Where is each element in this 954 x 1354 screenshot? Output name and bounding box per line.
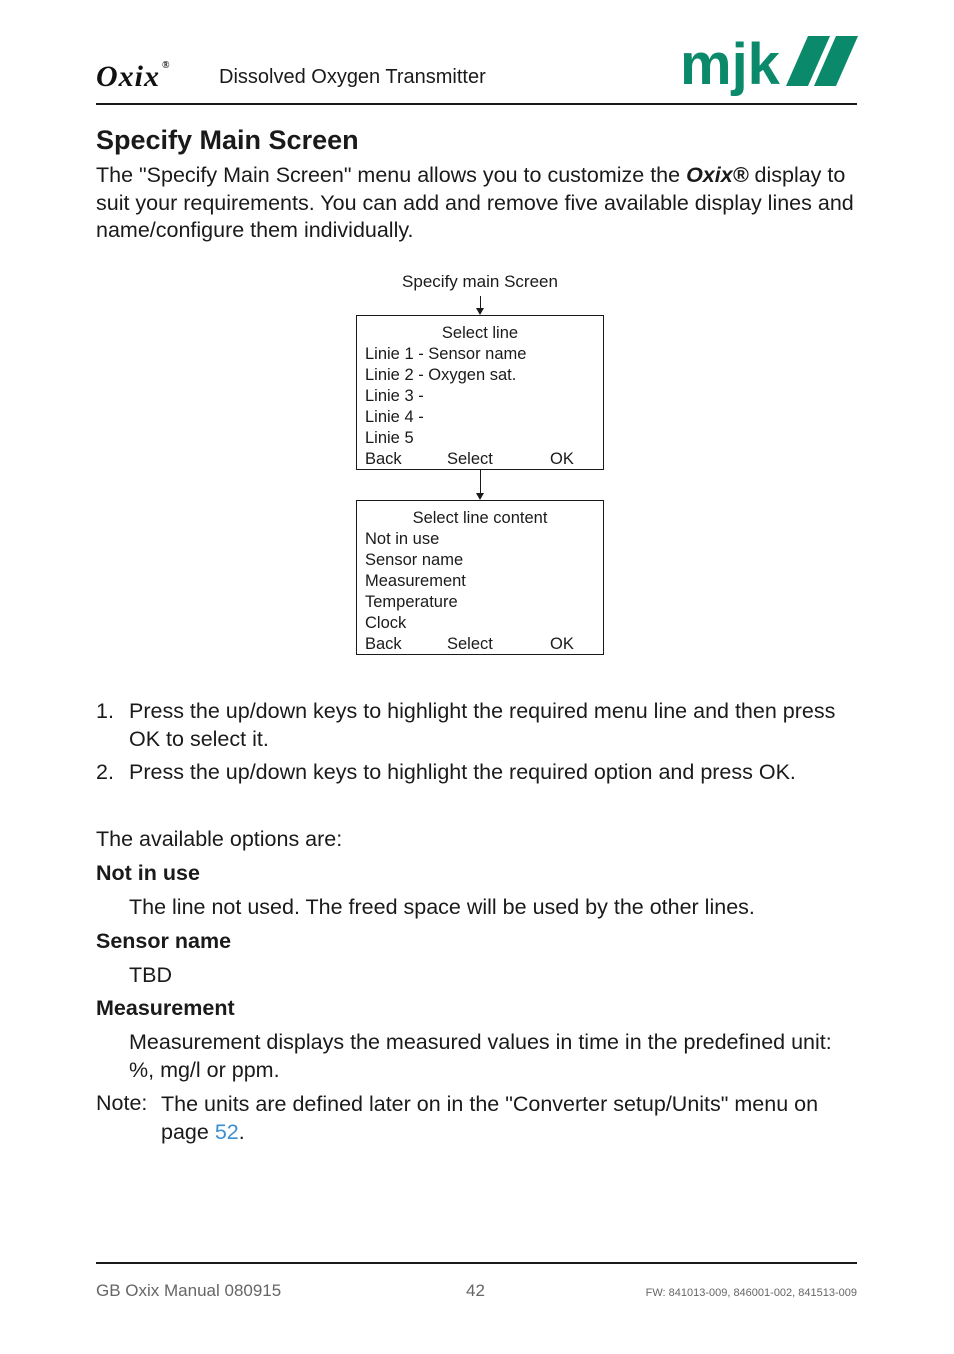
step-2 — [96, 759, 866, 787]
menu-item[interactable]: Linie 1 - Sensor name — [365, 345, 527, 363]
menu-item[interactable]: Sensor name — [365, 551, 464, 569]
down-arrow-icon — [476, 308, 484, 315]
menu-item[interactable]: Linie 4 - — [365, 408, 424, 426]
down-arrow-icon — [476, 493, 484, 500]
header-divider — [96, 103, 857, 105]
page-link[interactable]: 52 — [214, 1119, 239, 1144]
menu-item[interactable]: Clock — [365, 614, 407, 632]
flow-label: Specify main Screen — [402, 272, 558, 291]
document-title: Dissolved Oxygen Transmitter — [219, 66, 486, 88]
menu-title: Select line — [441, 324, 519, 342]
option-heading: Measurement — [96, 996, 235, 1020]
mjk-logo-text: mjk — [680, 32, 780, 97]
option-heading: Sensor name — [96, 929, 232, 953]
registered-mark: ® — [162, 60, 171, 71]
step-number: 2. — [96, 760, 114, 784]
page-number: 42 — [466, 1281, 485, 1300]
section-title: Specify Main Screen — [96, 125, 359, 155]
note-text-start: The units are defined later on in the "Converter setup/Units" menu on page — [161, 1092, 819, 1144]
flow-arrow-1-line — [480, 296, 481, 308]
select-line-content-menu — [356, 500, 604, 655]
note-label: Note: — [96, 1091, 148, 1115]
intro-brand: Oxix® — [686, 163, 749, 187]
intro-paragraph — [96, 162, 866, 245]
ok-softkey[interactable]: OK — [550, 450, 574, 468]
menu-item[interactable]: Measurement — [365, 572, 466, 590]
options-intro: The available options are: — [96, 827, 343, 851]
note-text-end: . — [238, 1119, 245, 1144]
select-softkey[interactable]: Select — [447, 635, 493, 653]
ok-softkey[interactable]: OK — [550, 635, 574, 653]
select-softkey[interactable]: Select — [447, 450, 493, 468]
firmware-versions: FW: 841013-009, 846001-002, 841513-009 — [645, 1287, 857, 1299]
option-description: The line not used. The freed space will be used by the other lines. — [129, 895, 755, 919]
menu-item[interactable]: Linie 2 - Oxygen sat. — [365, 366, 517, 384]
select-line-menu — [356, 315, 604, 470]
menu-item[interactable]: Temperature — [365, 593, 458, 611]
note-text — [161, 1091, 861, 1146]
option-description: TBD — [129, 963, 172, 987]
option-description: Measurement displays the measured values in time in the predefined unit: %, mg/l or ppm. — [129, 1030, 832, 1082]
step-number: 1. — [96, 699, 114, 723]
flow-arrow-2-line — [480, 469, 481, 493]
footer-divider — [96, 1262, 857, 1264]
menu-title: Select line content — [412, 509, 548, 527]
step-1 — [96, 698, 866, 754]
step-text: Press the up/down keys to highlight the required menu line and then press OK to select it. — [129, 699, 836, 751]
oxix-logo — [96, 60, 170, 94]
menu-softkeys — [357, 634, 603, 655]
menu-softkeys — [357, 449, 603, 470]
intro-text-end: display to suit your requirements. You can add and remove five available display lines and name/configure them individually. — [96, 163, 854, 242]
mjk-logo — [680, 30, 858, 102]
back-softkey[interactable]: Back — [365, 635, 402, 653]
manual-id: GB Oxix Manual 080915 — [96, 1281, 282, 1300]
menu-item[interactable]: Linie 5 — [365, 429, 414, 447]
oxix-logo-text: Oxix — [96, 60, 160, 93]
option-heading: Not in use — [96, 861, 200, 885]
back-softkey[interactable]: Back — [365, 450, 402, 468]
menu-item[interactable]: Linie 3 - — [365, 387, 424, 405]
menu-item[interactable]: Not in use — [365, 530, 440, 548]
step-text: Press the up/down keys to highlight the required option and press OK. — [129, 760, 796, 784]
intro-text-start: The "Specify Main Screen" menu allows you to customize the — [96, 163, 687, 187]
